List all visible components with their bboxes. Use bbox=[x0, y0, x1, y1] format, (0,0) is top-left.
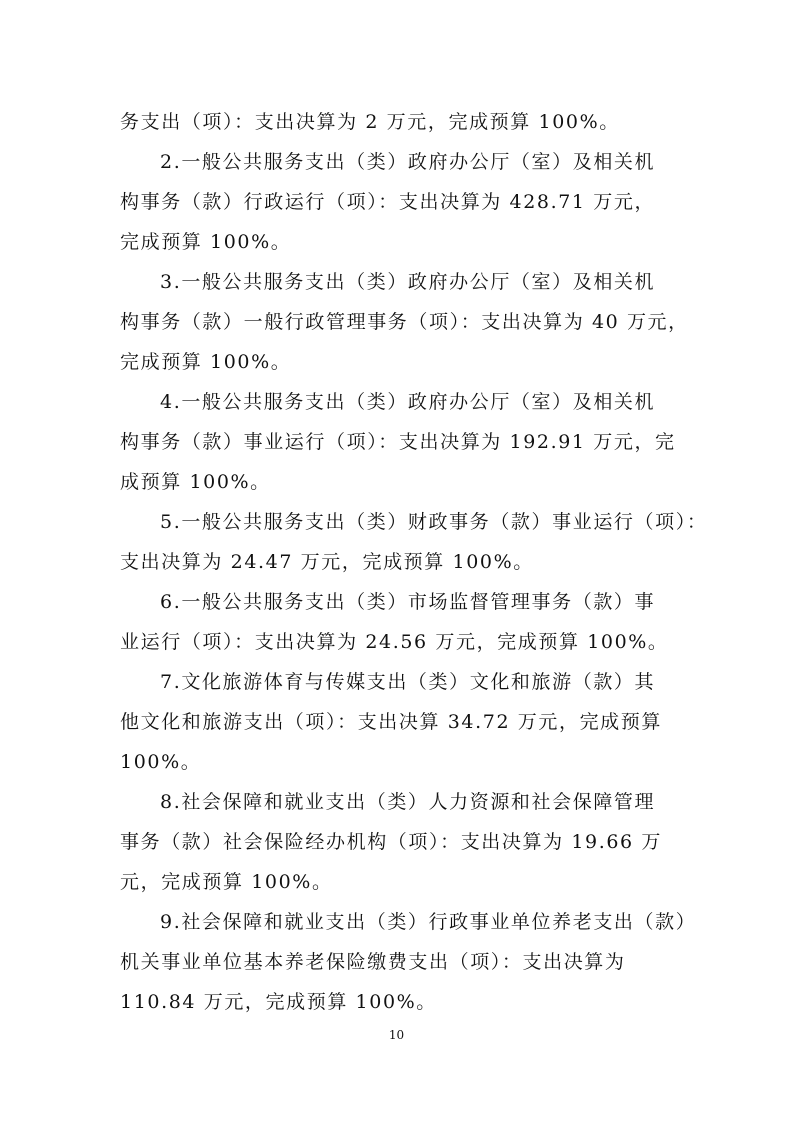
text-line: 支出决算为 24.47 万元，完成预算 100%。 bbox=[120, 551, 534, 573]
text-line: 务支出（项）：支出决算为 2 万元，完成预算 100%。 bbox=[120, 111, 620, 133]
text-line: 6.一般公共服务支出（类）市场监督管理事务（款）事 bbox=[160, 591, 656, 613]
text-line: 完成预算 100%。 bbox=[120, 351, 292, 373]
text-line: 他文化和旅游支出（项）：支出决算 34.72 万元，完成预算 bbox=[120, 711, 662, 733]
text-line: 9.社会保障和就业支出（类）行政事业单位养老支出（款） bbox=[160, 911, 697, 933]
text-line: 成预算 100%。 bbox=[120, 471, 271, 493]
text-line: 3.一般公共服务支出（类）政府办公厅（室）及相关机 bbox=[160, 271, 656, 293]
text-line: 4.一般公共服务支出（类）政府办公厅（室）及相关机 bbox=[160, 391, 656, 413]
text-line: 100%。 bbox=[120, 751, 202, 773]
text-line: 机关事业单位基本养老保险缴费支出（项）：支出决算为 bbox=[120, 951, 626, 973]
text-line: 元，完成预算 100%。 bbox=[120, 871, 333, 893]
text-line: 构事务（款）事业运行（项）：支出决算为 192.91 万元，完 bbox=[120, 431, 676, 453]
text-line: 110.84 万元，完成预算 100%。 bbox=[120, 991, 437, 1013]
text-line: 业运行（项）：支出决算为 24.56 万元，完成预算 100%。 bbox=[120, 631, 669, 653]
text-line: 8.社会保障和就业支出（类）人力资源和社会保障管理 bbox=[160, 791, 656, 813]
page-number: 10 bbox=[388, 1028, 405, 1042]
text-line: 构事务（款）行政运行（项）：支出决算为 428.71 万元， bbox=[120, 191, 656, 213]
text-line: 7.文化旅游体育与传媒支出（类）文化和旅游（款）其 bbox=[160, 671, 656, 693]
text-line: 2.一般公共服务支出（类）政府办公厅（室）及相关机 bbox=[160, 151, 656, 173]
text-line: 完成预算 100%。 bbox=[120, 231, 292, 253]
text-line: 构事务（款）一般行政管理事务（项）：支出决算为 40 万元， bbox=[120, 311, 689, 333]
text-line: 5.一般公共服务支出（类）财政事务（款）事业运行（项）： bbox=[160, 511, 708, 533]
text-line: 事务（款）社会保险经办机构（项）：支出决算为 19.66 万 bbox=[120, 831, 662, 853]
